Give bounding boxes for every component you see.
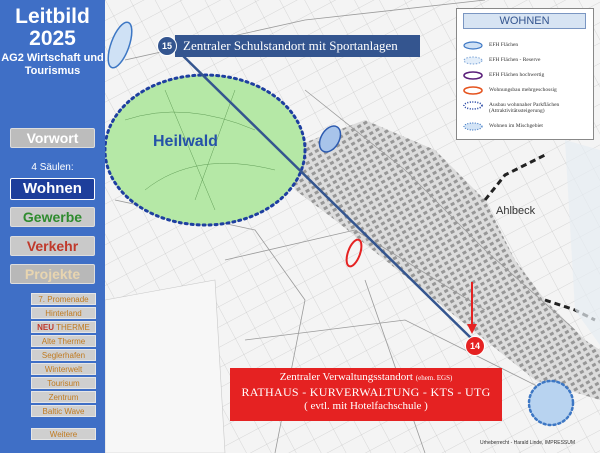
project-link-promenade[interactable]: 7. Promenade (31, 293, 96, 305)
legend-efh-reserve-icon (462, 56, 484, 65)
legend-wohnungsbau-icon (462, 86, 484, 95)
project-link-therme-label: THERME (56, 323, 90, 332)
callout-red-line1-text: Zentraler Verwaltungsstandort (279, 371, 413, 383)
legend-efh-icon (462, 41, 484, 50)
project-link-seglerhafen[interactable]: Seglerhafen (31, 349, 96, 361)
vorwort-button[interactable]: Vorwort (10, 128, 95, 148)
brand-subtitle: AG2 Wirtschaft und Tourismus (1, 52, 104, 77)
pillar-gewerbe-button[interactable]: Gewerbe (10, 207, 95, 227)
legend-panel (456, 8, 594, 140)
legend-title: WOHNEN (463, 13, 586, 29)
project-link-zentrum[interactable]: Zentrum (31, 391, 96, 403)
project-link-alte-therme[interactable]: Alte Therme (31, 335, 96, 347)
callout-red-line2: RATHAUS - KURVERWALTUNG - KTS - UTG (241, 385, 491, 399)
project-link-therme[interactable] (31, 321, 96, 333)
pillar-verkehr-button[interactable]: Verkehr (10, 236, 95, 256)
marker-15[interactable]: 15 (157, 36, 177, 56)
brand-title-line1: Leitbild (15, 5, 90, 28)
brand-title-line2: 2025 (29, 27, 76, 50)
pillar-wohnen-button[interactable]: Wohnen (10, 178, 95, 200)
project-link-winterwelt[interactable]: Winterwelt (31, 363, 96, 375)
neu-tag: NEU (37, 323, 55, 332)
callout-red-line3: ( evtl. mit Hotelfachschule ) (304, 400, 428, 412)
heilwald-label: Heilwald (153, 133, 218, 150)
legend-efh-hochwertig-icon (462, 71, 484, 80)
marker-14[interactable]: 14 (465, 336, 485, 356)
legend-efh-label: EFH Flächen (489, 42, 519, 48)
legend-mischgebiet-icon (462, 122, 484, 131)
callout-red-line1-note: (ehem. EGS) (415, 374, 453, 382)
schulstandort-callout: Zentraler Schulstandort mit Sportanlagen (175, 35, 420, 57)
saeulen-label: 4 Säulen: (31, 162, 74, 173)
verwaltungsstandort-callout (230, 368, 502, 421)
sidebar (0, 0, 105, 453)
legend-efh-hochwertig-label: EFH Flächen hochwertig (489, 72, 545, 78)
legend-wohnungsbau-label: Wohnungsbau mehrgeschossig (489, 87, 557, 93)
mischgebiet-marker (529, 381, 573, 425)
project-link-baltic-wave[interactable]: Baltic Wave (31, 405, 96, 417)
pillar-projekte-button[interactable]: Projekte (10, 264, 95, 284)
brand (0, 6, 105, 78)
copyright-text: Urheberrecht - Harald Linde, IMPRESSUM (480, 440, 576, 446)
ahlbeck-label: Ahlbeck (496, 205, 536, 217)
legend-efh-reserve-label: EFH Flächen - Reserve (489, 57, 541, 63)
legend-parkflaechen-icon (462, 101, 484, 110)
callout-red-line1 (230, 371, 502, 385)
project-link-hinterland[interactable]: Hinterland (31, 307, 96, 319)
project-link-tourisum[interactable]: Tourisum (31, 377, 96, 389)
legend-mischgebiet-label: Wohnen im Mischgebiet (489, 123, 543, 129)
legend-parkflaechen-label: Ausbau wohnnaher Parkflächen (Attraktivitätssteigerung) (489, 102, 560, 114)
weitere-button[interactable]: Weitere (31, 428, 96, 440)
